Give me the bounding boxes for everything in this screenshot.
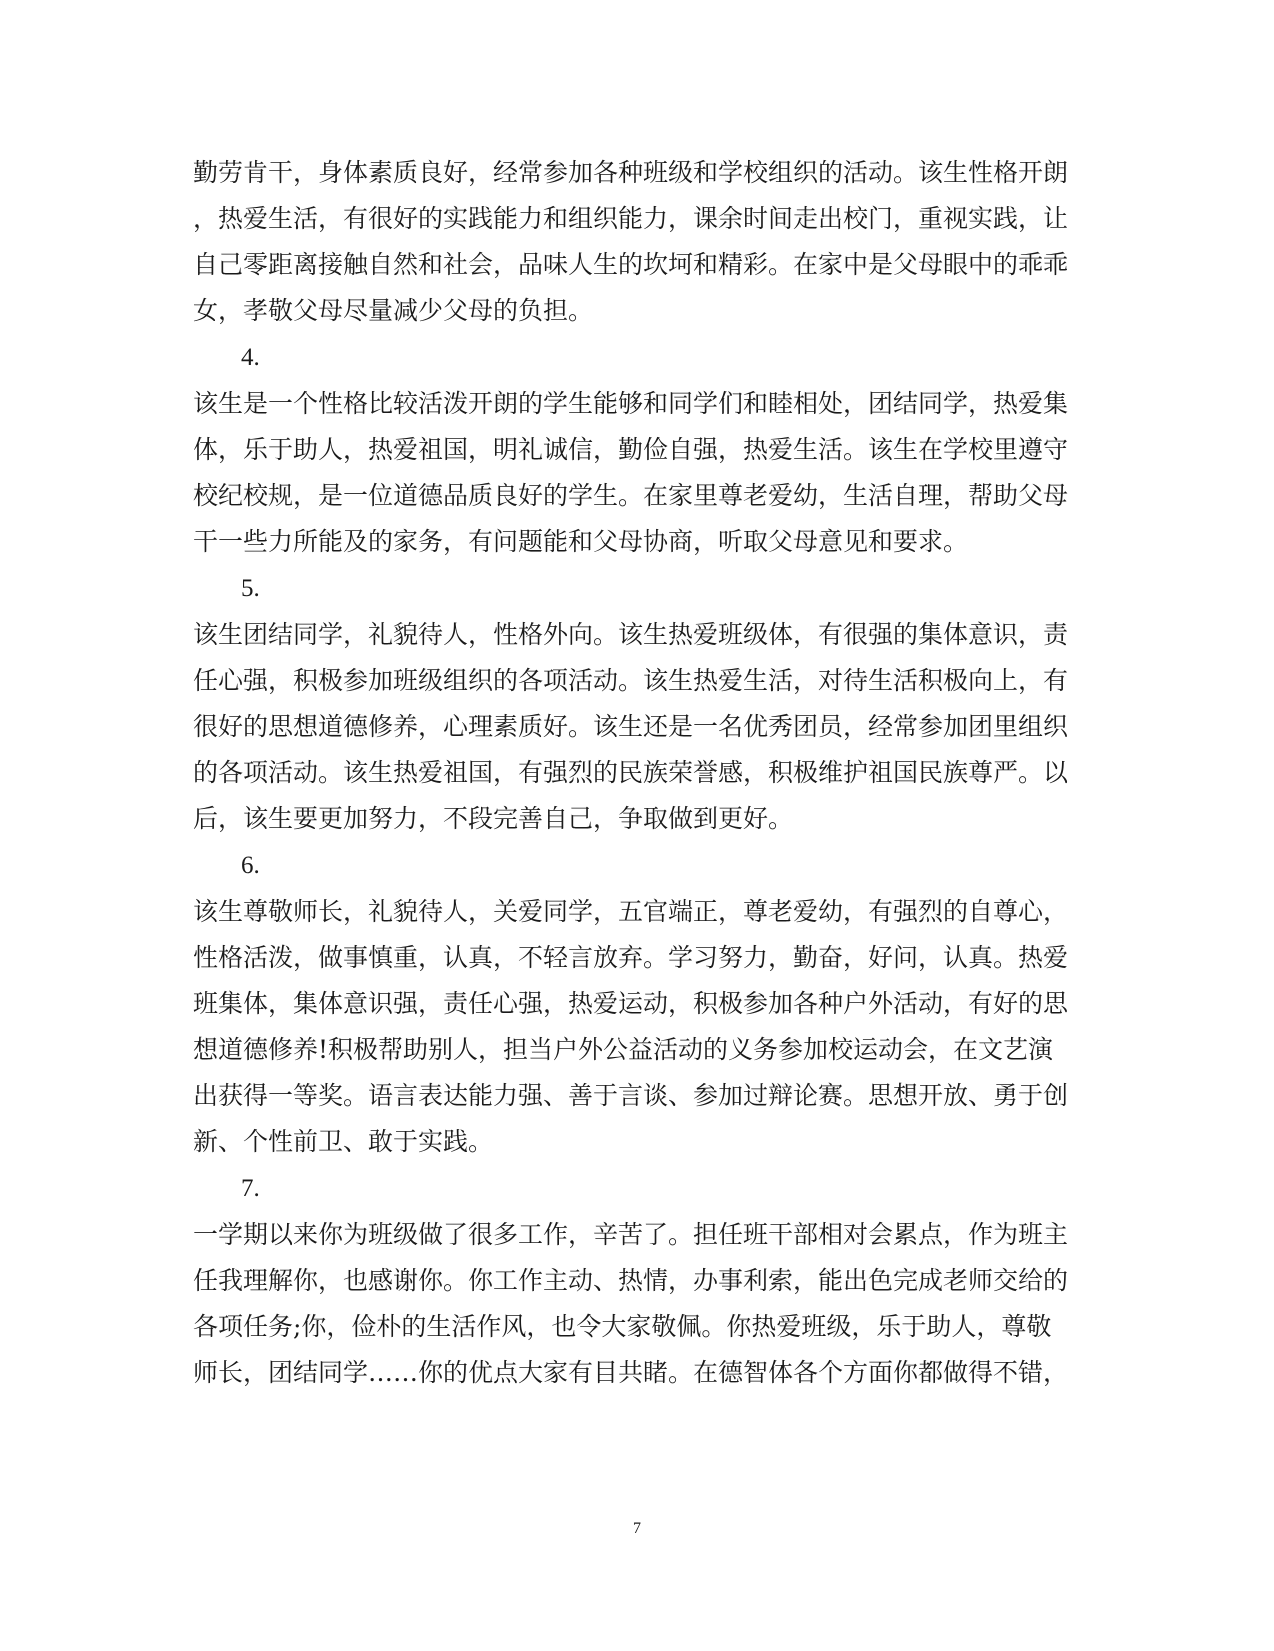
- item-number: 4.: [241, 344, 260, 371]
- item-number: 6.: [241, 852, 260, 879]
- text-line: 班集体，集体意识强，责任心强，热爱运动，积极参加各种户外活动，有好的思: [193, 989, 1069, 1018]
- text-line: 校纪校规，是一位道德品质良好的学生。在家里尊老爱幼，生活自理，帮助父母: [193, 481, 1069, 510]
- text-line: 性格活泼，做事慎重，认真，不轻言放弃。学习努力，勤奋，好问，认真。热爱: [193, 943, 1069, 972]
- text-line: 自己零距离接触自然和社会，品味人生的坎坷和精彩。在家中是父母眼中的乖乖: [193, 250, 1069, 279]
- text-line: 想道德修养!积极帮助别人，担当户外公益活动的义务参加校运动会，在文艺演: [193, 1035, 1054, 1064]
- text-line: 任心强，积极参加班级组织的各项活动。该生热爱生活，对待生活积极向上，有: [193, 666, 1069, 695]
- text-line: 各项任务;你，俭朴的生活作风，也令大家敬佩。你热爱班级，乐于助人，尊敬: [193, 1312, 1052, 1341]
- text-line: 干一些力所能及的家务，有问题能和父母协商，听取父母意见和要求。: [193, 527, 969, 556]
- text-line: 出获得一等奖。语言表达能力强、善于言谈、参加过辩论赛。思想开放、勇于创: [193, 1081, 1069, 1110]
- page-number: 7: [633, 1520, 641, 1537]
- text-line: 很好的思想道德修养，心理素质好。该生还是一名优秀团员，经常参加团里组织: [193, 712, 1069, 741]
- text-line: 任我理解你，也感谢你。你工作主动、热情，办事利索，能出色完成老师交给的: [193, 1266, 1069, 1295]
- text-line: 女，孝敬父母尽量减少父母的负担。: [193, 296, 594, 325]
- text-line: 该生尊敬师长，礼貌待人，关爱同学，五官端正，尊老爱幼，有强烈的自尊心，: [193, 897, 1069, 926]
- item-number: 7.: [241, 1175, 260, 1202]
- text-line: 体，乐于助人，热爱祖国，明礼诚信，勤俭自强，热爱生活。该生在学校里遵守: [193, 435, 1069, 464]
- text-line: 师长，团结同学……你的优点大家有目共睹。在德智体各个方面你都做得不错，: [193, 1358, 1069, 1387]
- item-number: 5.: [241, 575, 260, 602]
- text-line: ，热爱生活，有很好的实践能力和组织能力，课余时间走出校门，重视实践，让: [193, 204, 1069, 233]
- text-line: 勤劳肯干，身体素质良好，经常参加各种班级和学校组织的活动。该生性格开朗: [193, 158, 1069, 187]
- text-line: 后，该生要更加努力，不段完善自己，争取做到更好。: [193, 804, 794, 833]
- text-line: 该生团结同学，礼貌待人，性格外向。该生热爱班级体，有很强的集体意识，责: [193, 620, 1069, 649]
- text-line: 的各项活动。该生热爱祖国，有强烈的民族荣誉感，积极维护祖国民族尊严。以: [193, 758, 1069, 787]
- text-line: 一学期以来你为班级做了很多工作，辛苦了。担任班干部相对会累点，作为班主: [193, 1220, 1069, 1249]
- text-line: 新、个性前卫、敢于实践。: [193, 1127, 494, 1156]
- text-line: 该生是一个性格比较活泼开朗的学生能够和同学们和睦相处，团结同学，热爱集: [193, 389, 1069, 418]
